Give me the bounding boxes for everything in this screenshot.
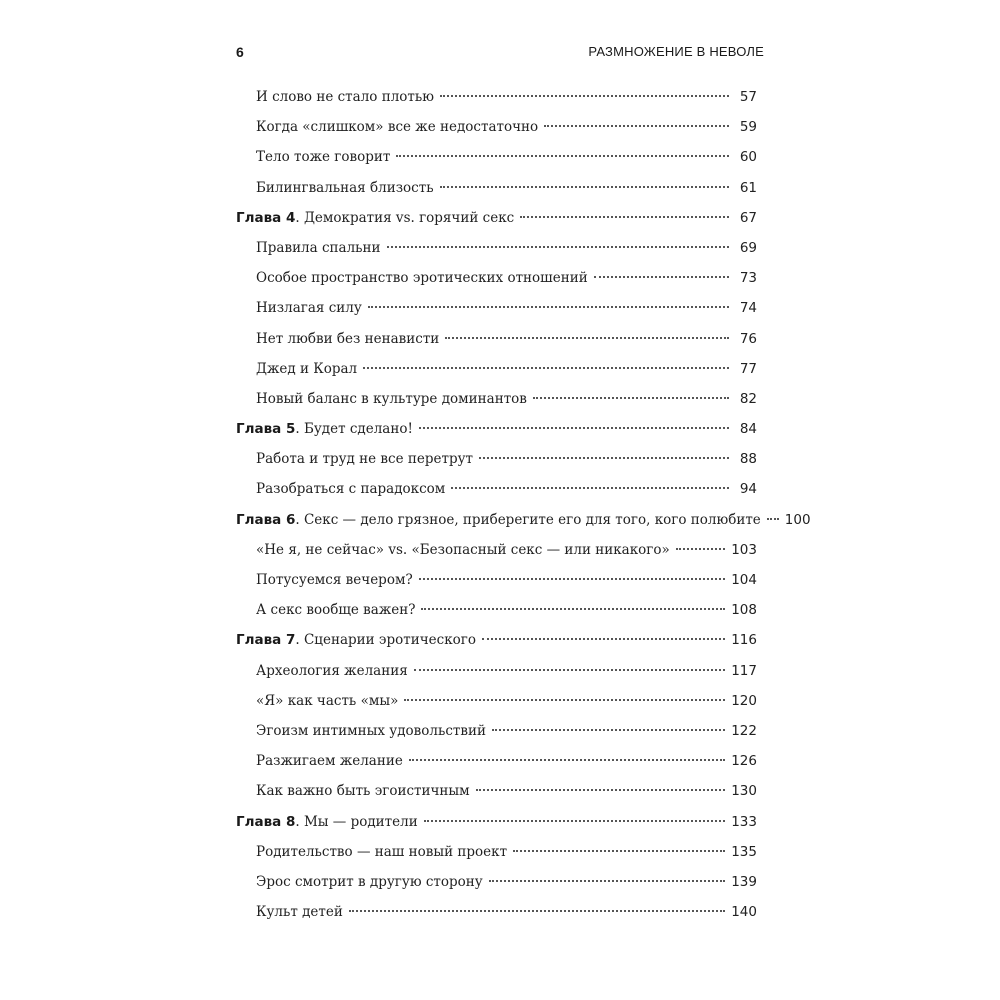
- toc-entry-text: Новый баланс в культуре доминантов: [256, 390, 527, 407]
- toc-chapter-entry: [236, 421, 757, 451]
- toc-chapter-entry: [236, 814, 757, 844]
- chapter-label: Глава 7: [236, 632, 296, 649]
- toc-section-entry: [236, 451, 757, 481]
- toc-entry-text: . Секс — дело грязное, приберегите его для того, кого полюбите: [295, 511, 761, 528]
- toc-entry-title: [236, 753, 403, 769]
- toc-page-number: 103: [731, 541, 757, 558]
- toc-section-entry: [236, 391, 757, 421]
- toc-section-entry: [236, 753, 757, 783]
- running-title: РАЗМНОЖЕНИЕ В НЕВОЛЕ: [588, 44, 764, 59]
- toc-entry-text: . Мы — родители: [295, 813, 418, 830]
- toc-section-entry: [236, 331, 757, 361]
- toc-entry-title: [236, 119, 538, 135]
- dot-leader: [387, 246, 729, 248]
- toc-page-number: 82: [739, 390, 757, 407]
- toc-entry-text: Эрос смотрит в другую сторону: [256, 873, 483, 890]
- toc-entry-text: Когда «слишком» все же недостаточно: [256, 119, 539, 136]
- chapter-label: Глава 5: [236, 421, 296, 438]
- toc-entry-text: . Демократия vs. горячий секс: [295, 209, 515, 226]
- toc-entry-text: Разжигаем желание: [256, 753, 403, 770]
- toc-page-number: 88: [739, 451, 757, 468]
- toc-entry-text: Археология желания: [256, 662, 408, 679]
- dot-leader: [767, 518, 779, 520]
- toc-entry-text: «Я» как часть «мы»: [256, 692, 399, 709]
- toc-page-number: 126: [731, 753, 757, 770]
- dot-leader: [520, 216, 729, 218]
- toc-section-entry: [236, 723, 757, 753]
- dot-leader: [533, 397, 729, 399]
- toc-entry-text: . Будет сделано!: [295, 421, 413, 438]
- toc-section-entry: [236, 572, 757, 602]
- toc-entry-title: [236, 904, 343, 920]
- toc-page-number: 100: [784, 511, 811, 528]
- dot-leader: [492, 729, 725, 731]
- toc-entry-text: Особое пространство эротических отношений: [256, 270, 588, 287]
- dot-leader: [349, 910, 725, 912]
- dot-leader: [482, 638, 725, 640]
- dot-leader: [409, 759, 725, 761]
- toc-page-number: 140: [731, 904, 757, 921]
- toc-entry-title: [236, 783, 470, 799]
- toc-entry-title: [236, 361, 357, 377]
- toc-section-entry: [236, 270, 757, 300]
- dot-leader: [451, 487, 729, 489]
- toc-page-number: 57: [739, 89, 757, 105]
- toc-page-number: 120: [731, 692, 757, 709]
- toc-entry-title: [236, 391, 527, 407]
- toc-entry-text: Джед и Корал: [256, 360, 358, 377]
- toc-chapter-entry: [236, 632, 757, 662]
- toc-entry-text: «Не я, не сейчас» vs. «Безопасный секс — или никакого»: [256, 541, 670, 558]
- toc-section-entry: [236, 361, 757, 391]
- toc-entry-title: [236, 421, 413, 437]
- dot-leader: [419, 427, 729, 429]
- toc-page-number: 77: [739, 360, 757, 377]
- page-header: [236, 44, 764, 68]
- dot-leader: [445, 337, 729, 339]
- toc-page-number: 135: [731, 843, 757, 860]
- toc-page-number: 59: [739, 119, 757, 136]
- toc-section-entry: [236, 904, 757, 934]
- toc-entry-title: [236, 149, 390, 165]
- toc-entry-text: Родительство — наш новый проект: [256, 843, 508, 860]
- toc-entry-title: [236, 481, 445, 497]
- toc-section-entry: [236, 542, 757, 572]
- toc-section-entry: [236, 602, 757, 632]
- toc-entry-text: Работа и труд не все перетрут: [256, 451, 474, 468]
- dot-leader: [440, 186, 729, 188]
- toc-entry-title: [236, 844, 507, 860]
- toc-section-entry: [236, 180, 757, 210]
- toc-entry-text: Низлагая силу: [256, 300, 362, 317]
- dot-leader: [489, 880, 725, 882]
- dot-leader: [363, 367, 729, 369]
- toc-entry-title: [236, 240, 381, 256]
- dot-leader: [421, 608, 725, 610]
- dot-leader: [676, 548, 725, 550]
- toc-entry-title: [236, 512, 761, 528]
- page-number: 6: [236, 44, 244, 60]
- toc-page-number: 117: [731, 662, 757, 679]
- toc-entry-text: Потусуемся вечером?: [256, 572, 413, 588]
- toc-section-entry: [236, 89, 757, 119]
- toc-section-entry: [236, 481, 757, 511]
- chapter-label: Глава 4: [236, 209, 296, 226]
- toc-section-entry: [236, 240, 757, 270]
- toc-entry-title: [236, 542, 670, 558]
- toc-page-number: 116: [731, 632, 757, 649]
- toc-section-entry: [236, 663, 757, 693]
- toc-entry-text: А секс вообще важен?: [256, 602, 416, 619]
- toc-page-number: 122: [731, 722, 757, 739]
- toc-page-number: 69: [739, 239, 757, 256]
- toc-entry-text: Культ детей: [256, 904, 343, 921]
- toc-entry-title: [236, 89, 434, 105]
- toc-section-entry: [236, 300, 757, 330]
- dot-leader: [476, 789, 726, 791]
- toc-page-number: 94: [739, 481, 757, 498]
- toc-entry-title: [236, 572, 413, 588]
- dot-leader: [594, 276, 729, 278]
- toc-section-entry: [236, 693, 757, 723]
- dot-leader: [440, 95, 729, 97]
- toc-page-number: 130: [731, 783, 757, 800]
- toc-page-number: 61: [739, 179, 757, 196]
- toc-entry-title: [236, 270, 588, 286]
- toc-page-number: 139: [731, 873, 757, 890]
- toc-page-number: 133: [731, 813, 757, 830]
- toc-entry-text: Нет любви без ненависти: [256, 330, 440, 347]
- dot-leader: [396, 155, 729, 157]
- toc-page-number: 67: [739, 209, 757, 226]
- toc-entry-title: [236, 451, 473, 467]
- toc-page-number: 84: [739, 421, 757, 438]
- toc-section-entry: [236, 844, 757, 874]
- toc-entry-text: Как важно быть эгоистичным: [256, 783, 470, 800]
- dot-leader: [368, 306, 729, 308]
- toc-entry-title: [236, 814, 418, 830]
- chapter-label: Глава 8: [236, 813, 296, 830]
- toc-section-entry: [236, 874, 757, 904]
- dot-leader: [513, 850, 725, 852]
- dot-leader: [479, 457, 729, 459]
- toc-entry-text: И слово не стало плотью: [256, 89, 434, 105]
- toc-page-number: 74: [739, 300, 757, 317]
- toc-entry-title: [236, 632, 476, 648]
- toc-entry-title: [236, 210, 514, 226]
- toc-entry-text: Разобраться с парадоксом: [256, 481, 446, 498]
- toc-chapter-entry: [236, 511, 811, 542]
- chapter-label: Глава 6: [236, 511, 296, 528]
- dot-leader: [404, 699, 725, 701]
- toc-section-entry: [236, 783, 757, 813]
- toc-entry-text: Тело тоже говорит: [256, 149, 391, 166]
- toc-section-entry: [236, 149, 757, 179]
- toc-page-number: 76: [739, 330, 757, 347]
- dot-leader: [544, 125, 729, 127]
- toc-section-entry: [236, 119, 757, 149]
- toc-entry-text: Правила спальни: [256, 239, 381, 256]
- toc-entry-title: [236, 602, 415, 618]
- toc-entry-title: [236, 300, 362, 316]
- toc-entry-text: Билингвальная близость: [256, 179, 434, 196]
- toc-entry-title: [236, 874, 483, 890]
- toc-entry-title: [236, 693, 398, 709]
- toc-page-number: 108: [731, 602, 757, 619]
- toc-page-number: 73: [739, 270, 757, 287]
- table-of-contents: [236, 89, 811, 934]
- toc-entry-title: [236, 663, 408, 679]
- toc-chapter-entry: [236, 210, 757, 240]
- dot-leader: [424, 820, 726, 822]
- toc-entry-title: [236, 331, 439, 347]
- toc-entry-text: . Сценарии эротического: [295, 632, 476, 649]
- toc-page-number: 104: [731, 572, 757, 588]
- dot-leader: [419, 578, 726, 580]
- toc-entry-title: [236, 723, 486, 739]
- toc-page-number: 60: [739, 149, 757, 166]
- toc-entry-title: [236, 180, 434, 196]
- toc-entry-text: Эгоизм интимных удовольствий: [256, 722, 486, 739]
- dot-leader: [414, 669, 725, 671]
